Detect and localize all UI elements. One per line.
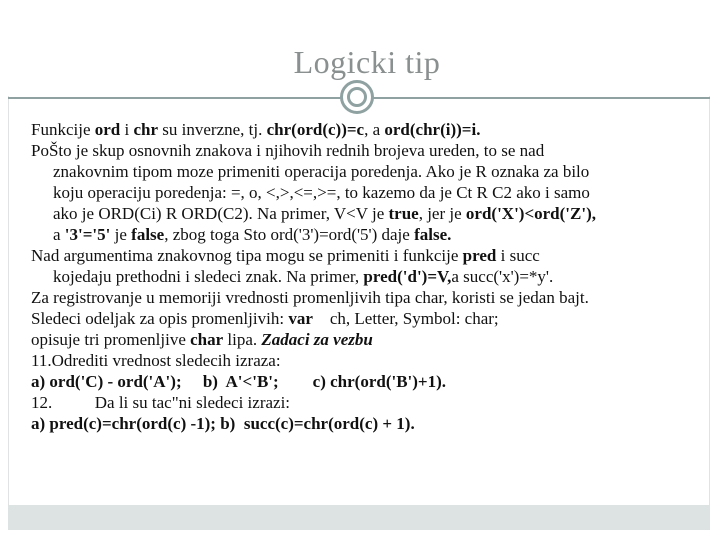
emphasis-run: a) pred(c)=chr(ord(c) -1); b) succ(c)=chr(ord(c) + 1). — [31, 414, 415, 433]
emphasis-run: ord(chr(i))=i. — [384, 120, 481, 139]
emphasis-run: var — [288, 309, 313, 328]
text-run: su inverzne, tj. — [158, 120, 267, 139]
text-run: ako je ORD(Ci) R ORD(C2). Na primer, V<V je — [53, 204, 389, 223]
emphasis-run: chr — [133, 120, 159, 139]
text-run: Sledeci odeljak za opis promenljivih: — [31, 309, 289, 328]
emphasis-run: ord('X')<ord('Z'), — [465, 204, 596, 223]
text-run: , zbog toga Sto ord('3')=ord('5') daje — [164, 225, 415, 244]
text-run: a succ('x')=*y'. — [451, 267, 554, 286]
text-line — [31, 393, 701, 412]
emphasis-run: a) ord('C) - ord('A'); b) A'<'B'; c) chr(ord('B')+1). — [31, 372, 447, 391]
emphasis-run: true — [388, 204, 419, 223]
text-line — [31, 141, 701, 160]
text-run: PoŠto je skup osnovnih znakova i njihovih rednih brojeva ureden, to se nad — [31, 141, 545, 160]
text-run: znakovnim tipom moze primeniti operacija poredenja. Ako je R oznaka za bilo — [53, 162, 590, 181]
text-line — [31, 288, 701, 307]
emphasis-run: char — [190, 330, 224, 349]
text-line — [31, 414, 701, 433]
text-line — [31, 183, 701, 202]
text-run: 12. Da li su tac"ni sledeci izrazi: — [31, 393, 291, 412]
emphasis-run: pred — [462, 246, 497, 265]
text-run: Nad argumentima znakovnog tipa mogu se primeniti i funkcije — [31, 246, 463, 265]
emphasis-run: ord — [94, 120, 121, 139]
text-run: i — [120, 120, 134, 139]
text-run: je — [110, 225, 132, 244]
emphasis-run: '3'='5' — [64, 225, 111, 244]
text-run: , a — [364, 120, 385, 139]
text-line — [31, 120, 701, 139]
emphasis-run: false. — [414, 225, 452, 244]
text-run: Funkcije — [31, 120, 95, 139]
text-run: lipa. — [223, 330, 262, 349]
divider-ring-icon — [340, 80, 374, 114]
text-run: kojedaju prethodni i sledeci znak. Na primer, — [53, 267, 364, 286]
text-line — [31, 330, 701, 349]
emphasis-run: pred('d')=V, — [363, 267, 452, 286]
text-line — [31, 204, 701, 223]
divider-ring-inner — [347, 87, 367, 107]
text-run: i succ — [496, 246, 540, 265]
text-run: 11.Odrediti vrednost sledecih izraza: — [31, 351, 281, 370]
slide-title: Logicki tip — [293, 44, 441, 80]
text-line — [31, 246, 701, 265]
text-run: opisuje tri promenljive — [31, 330, 191, 349]
text-line — [31, 372, 701, 391]
text-line — [31, 162, 701, 181]
slide-body — [31, 120, 701, 435]
emphasis-run: false — [131, 225, 165, 244]
text-line — [31, 225, 701, 244]
bottom-band — [8, 505, 710, 530]
text-run: a — [53, 225, 65, 244]
text-line — [31, 309, 701, 328]
text-run: Za registrovanje u memoriji vrednosti promenljivih tipa char, koristi se jedan bajt. — [31, 288, 589, 307]
text-run: , jer je — [418, 204, 466, 223]
text-run: ch, Letter, Symbol: char; — [312, 309, 499, 328]
text-line — [31, 267, 701, 286]
text-run: koju operaciju poredenja: =, o, <,>,<=,>=, to kazemo da je Ct R C2 ako i samo — [53, 183, 590, 202]
emphasis-run: Zadaci za vezbu — [261, 330, 373, 349]
emphasis-run: chr(ord(c))=c — [266, 120, 365, 139]
text-line — [31, 351, 701, 370]
